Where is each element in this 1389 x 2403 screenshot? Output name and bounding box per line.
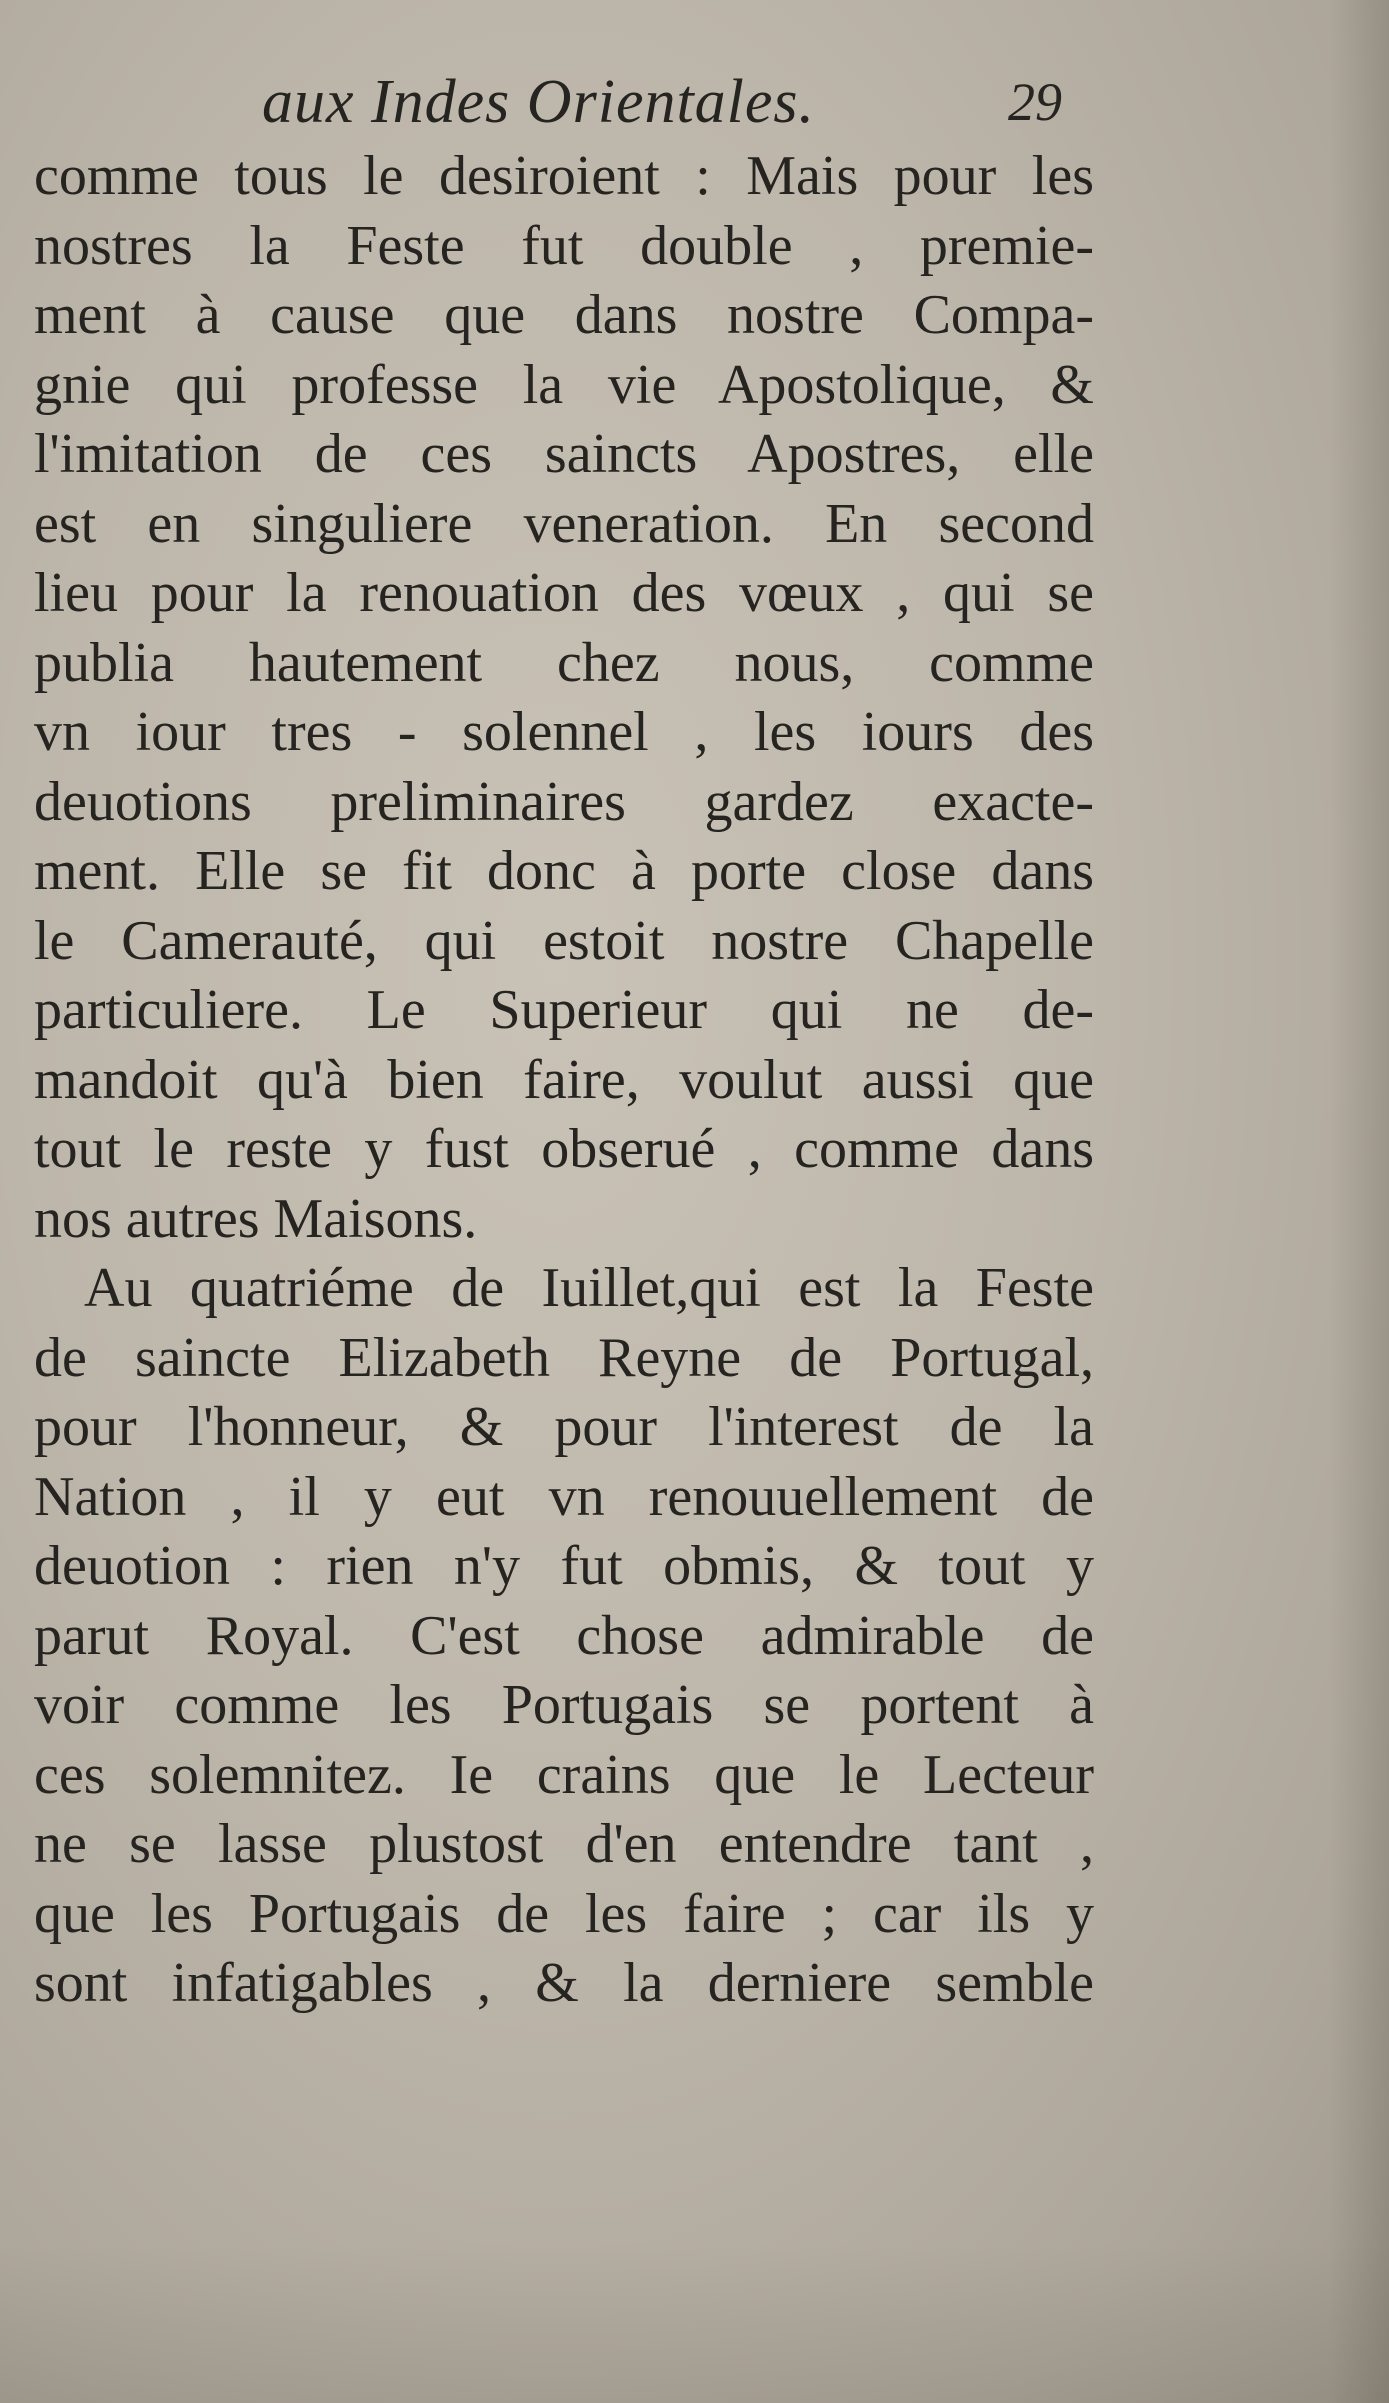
page-header bbox=[0, 62, 1389, 142]
text-line: publia hautement chez nous, comme bbox=[34, 631, 1094, 694]
running-title: aux Indes Orientales. bbox=[262, 68, 816, 136]
text-line: est en singuliere veneration. En second bbox=[34, 492, 1094, 555]
text-line: parut Royal. C'est chose admirable de bbox=[34, 1604, 1094, 1667]
text-line: particuliere. Le Superieur qui ne de- bbox=[34, 979, 1094, 1041]
body-text bbox=[34, 142, 1094, 2019]
text-line: de saincte Elizabeth Reyne de Portugal, bbox=[34, 1326, 1094, 1389]
text-line: comme tous le desiroient : Mais pour les bbox=[34, 145, 1094, 207]
text-line: nostres la Feste fut double , premie- bbox=[34, 214, 1094, 277]
text-line: pour l'honneur, & pour l'interest de la bbox=[34, 1396, 1094, 1458]
text-line: voir comme les Portugais se portent à bbox=[34, 1674, 1094, 1736]
text-line: l'imitation de ces saincts Apostres, elle bbox=[34, 423, 1094, 485]
page-bottom-shadow bbox=[0, 2243, 1389, 2403]
text-line: Au quatriéme de Iuillet,qui est la Feste bbox=[84, 1257, 1094, 1319]
page-edge-shadow bbox=[1329, 0, 1389, 2403]
text-line: deuotions preliminaires gardez exacte- bbox=[34, 770, 1094, 833]
text-line: ne se lasse plustost d'en entendre tant , bbox=[34, 1813, 1094, 1875]
text-line: le Camerauté, qui estoit nostre Chapelle bbox=[34, 909, 1094, 972]
text-line: sont infatigables , & la derniere semble bbox=[34, 1952, 1094, 2014]
text-line: nos autres Maisons. bbox=[34, 1187, 478, 1250]
text-line: gnie qui professe la vie Apostolique, & bbox=[34, 353, 1094, 416]
text-line: lieu pour la renouation des vœux , qui se bbox=[34, 562, 1094, 624]
text-line: ment. Elle se fit donc à porte close dans bbox=[34, 840, 1094, 902]
text-line: Nation , il y eut vn renouuellement de bbox=[34, 1465, 1094, 1528]
text-line: vn iour tres - solennel , les iours des bbox=[34, 701, 1094, 763]
text-line: que les Portugais de les faire ; car ils y bbox=[34, 1882, 1094, 1945]
text-line: deuotion : rien n'y fut obmis, & tout y bbox=[34, 1535, 1094, 1597]
text-line: mandoit qu'à bien faire, voulut aussi que bbox=[34, 1048, 1094, 1111]
text-line: ces solemnitez. Ie crains que le Lecteur bbox=[34, 1743, 1094, 1806]
page-number: 29 bbox=[1008, 72, 1062, 132]
text-line: ment à cause que dans nostre Compa- bbox=[34, 284, 1094, 346]
text-line: tout le reste y fust obserué , comme dans bbox=[34, 1118, 1094, 1180]
